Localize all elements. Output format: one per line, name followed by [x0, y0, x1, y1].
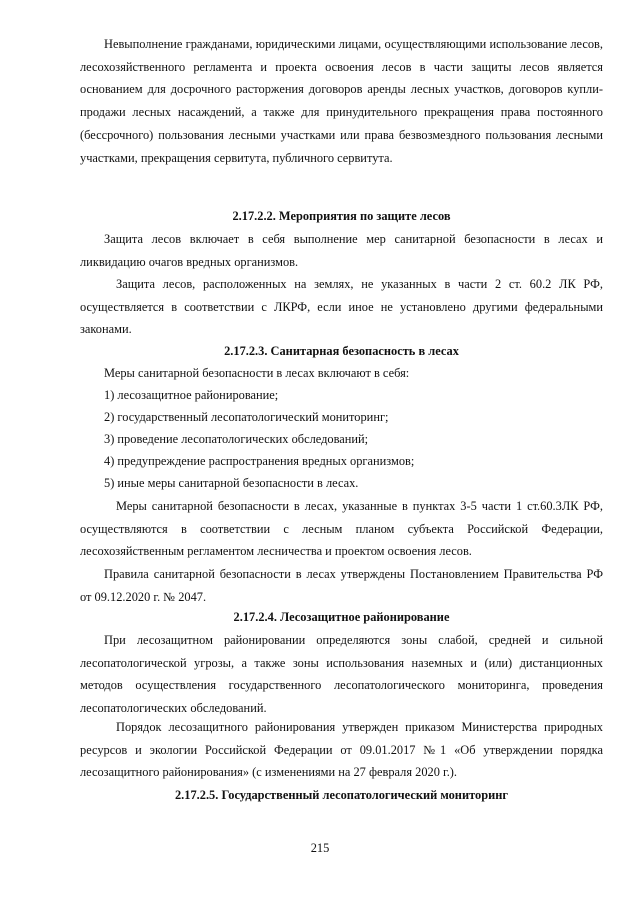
paragraph-zoning-definition: При лесозащитном районировании определяются зоны слабой, средней и сильной лесопатологической угрозы, а также зоны использования наземных и (или) дистанционных методов осуществления государственного лесопатологического мониторинга, проведения лесопатологических обследований.	[80, 633, 603, 716]
paragraph-sanitary-rules: Правила санитарной безопасности в лесах утверждены Постановлением Правительства РФ от 09.12.2020 г. № 2047.	[80, 567, 603, 604]
list-item: 4) предупреждение распространения вредных организмов;	[104, 454, 415, 468]
paragraph-sanitary-measures-intro: Меры санитарной безопасности в лесах включают в себя:	[104, 366, 410, 380]
list-item: 5) иные меры санитарной безопасности в лесах.	[104, 476, 359, 490]
heading-forest-monitoring: 2.17.2.5. Государственный лесопатологический мониторинг	[174, 788, 509, 802]
paragraph-other-lands-protection: Защита лесов, расположенных на землях, не указанных в части 2 ст. 60.2 ЛК РФ, осуществляется в соответствии с ЛКРФ, если иное не установлено другими федеральными законами.	[80, 277, 603, 337]
paragraph-forest-protection-definition: Защита лесов включает в себя выполнение мер санитарной безопасности в лесах и ликвидацию очагов вредных организмов.	[80, 232, 603, 269]
list-item: 1) лесозащитное районирование;	[104, 388, 279, 402]
page-number: 215	[310, 841, 330, 855]
heading-sanitary-safety: 2.17.2.3. Санитарная безопасность в лесах	[224, 344, 459, 358]
paragraph-zoning-order: Порядок лесозащитного районирования утвержден приказом Министерства природных ресурсов и экологии Российской Федерации от 09.01.2017 №1 «Об утверждении порядка лесозащитного районирования» (с изменениями на 27 февраля 2020 г.).	[80, 720, 603, 780]
heading-forest-zoning: 2.17.2.4. Лесозащитное районирование	[233, 610, 450, 624]
heading-forest-protection-measures: 2.17.2.2. Мероприятия по защите лесов	[232, 209, 451, 223]
paragraph-sanitary-measures-implementation: Меры санитарной безопасности в лесах, указанные в пунктах 3-5 части 1 ст.60.3ЛК РФ, осуществляются в соответствии с лесным планом субъекта Российской Федерации, лесохозяйственным регламентом лесничества и проектом освоения лесов.	[80, 499, 603, 559]
paragraph-forest-use-violation: Невыполнение гражданами, юридическими лицами, осуществляющими использование лесов, лесохозяйственного регламента и проекта освоения лесов в части защиты лесов является основанием для досрочного расторжения договоров аренды лесных участков, договоров купли-продажи лесных насаждений, а также для принудительного прекращения права постоянного (бессрочного) пользования лесными участками или права безвозмездного пользования лесными участками, прекращения сервитута, публичного сервитута.	[80, 37, 603, 165]
list-item: 3) проведение лесопатологических обследований;	[104, 432, 369, 446]
list-item: 2) государственный лесопатологический мониторинг;	[104, 410, 389, 424]
